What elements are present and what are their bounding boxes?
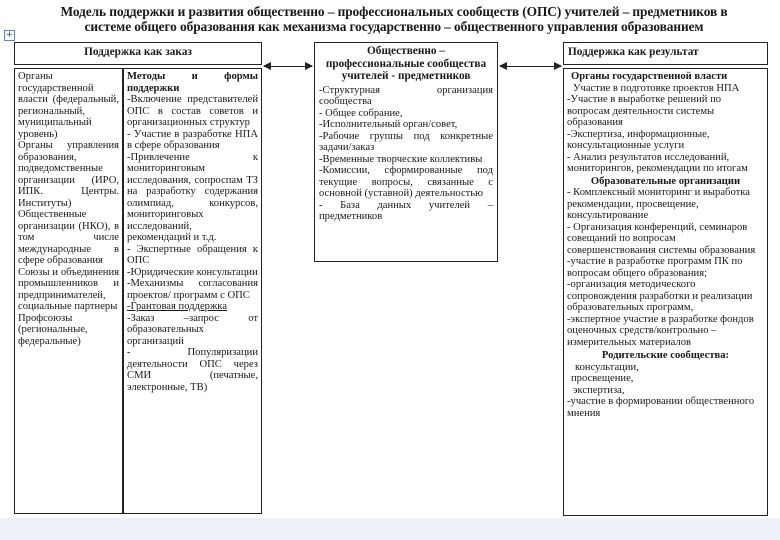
arrowhead-left-icon — [499, 62, 507, 70]
result-item: -участие в разработке программ ПК по вопросам общего образования; — [567, 256, 743, 279]
method-item: - Участие в разработке НПА в сфере образования — [127, 128, 258, 151]
method-item: -Юридические консультации — [127, 266, 258, 278]
center-list — [319, 85, 493, 223]
page-title — [24, 5, 764, 34]
result-item: -участие в формировании общественного мнения — [567, 396, 755, 419]
methods-heading: Методы и формы поддержки — [127, 71, 258, 94]
result-item: - Комплексный мониторинг и выработка рекомендации, просвещение, консультирование — [567, 187, 750, 221]
method-item: - Популяризации деятельности ОПС через СМИ (печатные, электронные, ТВ) — [127, 347, 258, 393]
result-item: - Анализ результатов исследований, мониторингов, рекомендации по итогам — [567, 151, 748, 174]
method-item: -Заказ –запрос от образовательных организаций — [127, 312, 258, 347]
center-item: -Комиссии, сформированные под текущие вопросы, связанные с основной (уставной) деятельностью — [319, 165, 493, 199]
left-header-box — [14, 42, 262, 65]
actor-item: Органы государственной власти (федеральный, региональный, муниципальный уровень) — [18, 71, 119, 140]
arrowhead-right-icon — [554, 62, 562, 70]
method-item: -Включение представителей ОПС в состав советов и организационных структур — [127, 94, 258, 128]
result-item: -Участие в выработке решений по вопросам деятельности системы образования — [567, 94, 722, 128]
actor-item: Союзы и объединения промышленников и предпринимателей, социальные партнеры — [18, 266, 119, 312]
result-item: Участие в подготовке проектов НПА — [573, 82, 740, 94]
right-header-label: Поддержка как результат — [568, 46, 699, 58]
bottom-band — [0, 518, 780, 540]
result-section-heading: Образовательные организации — [590, 175, 741, 187]
result-section-heading: Родительские сообщества: — [601, 350, 730, 361]
left-column-methods — [123, 68, 262, 514]
actor-item: Общественные организации (НКО), в том числе международные в сфере образования — [18, 209, 119, 266]
arrowhead-left-icon — [263, 62, 271, 70]
right-header-box — [563, 42, 768, 65]
left-column-actors — [14, 68, 123, 514]
double-arrow-left — [264, 66, 312, 67]
double-arrow-right — [500, 66, 561, 67]
method-item: -Грантовая поддержка — [127, 301, 227, 312]
result-item: -экспертное участие в разработке фондов оценочных средств/контрольно – измерительных материалов — [567, 313, 754, 348]
result-item: - Организация конференций, семинаров совещаний по вопросам совершенствования системы образования — [567, 221, 756, 256]
right-column-results — [563, 68, 768, 516]
actor-item: Профсоюзы (региональные, федеральные) — [18, 312, 88, 347]
result-section-heading: Органы государственной власти — [571, 71, 728, 82]
result-item: экспертиза, — [573, 384, 625, 396]
center-item: -Временные творческие коллективы — [319, 153, 483, 165]
left-header-label: Поддержка как заказ — [84, 46, 192, 58]
title-line-1: Модель поддержки и развития общественно – профессиональных сообществ (ОПС) учителей – предметников в — [60, 4, 728, 19]
method-item: -Механизмы согласования проектов/ программ с ОПС — [127, 278, 258, 301]
result-item: просвещение, — [571, 373, 634, 384]
center-item: -Структурная организация сообщества — [319, 84, 493, 107]
center-box — [314, 42, 498, 262]
expand-plus-icon[interactable]: + — [5, 30, 14, 40]
method-item: - Экспертные обращения к ОПС — [127, 243, 258, 266]
result-item: -организация методического сопровождения разработки и реализации образовательных программ, — [567, 279, 753, 313]
method-item: -Привлечение к мониторинговым исследования, сопроспам ТЗ на разработку содержания олимпиад, конкурсов, мониторинговых исследований, рекомендаций и т.д. — [127, 151, 258, 243]
actor-item: Органы управления образования, подведомственные организации (ИРО, ИПК. Центры. Институты) — [18, 140, 119, 209]
title-line-2: системе общего образования как механизма государственно – общественного управления образованием — [84, 18, 704, 34]
center-item: -Исполнительный орган/совет, — [319, 119, 458, 130]
center-item: - Общее собрание, — [319, 107, 403, 119]
center-header: Общественно – профессиональные сообщества учителей - предметников — [325, 45, 487, 82]
arrowhead-right-icon — [305, 62, 313, 70]
center-item: -Рабочие группы под конкретные задачи/заказ — [319, 130, 493, 153]
result-item: -Экспертиза, информационные, консультационные услуги — [567, 128, 710, 151]
result-item: консультации, — [575, 361, 639, 373]
center-item: - База данных учителей – предметников — [319, 199, 493, 222]
